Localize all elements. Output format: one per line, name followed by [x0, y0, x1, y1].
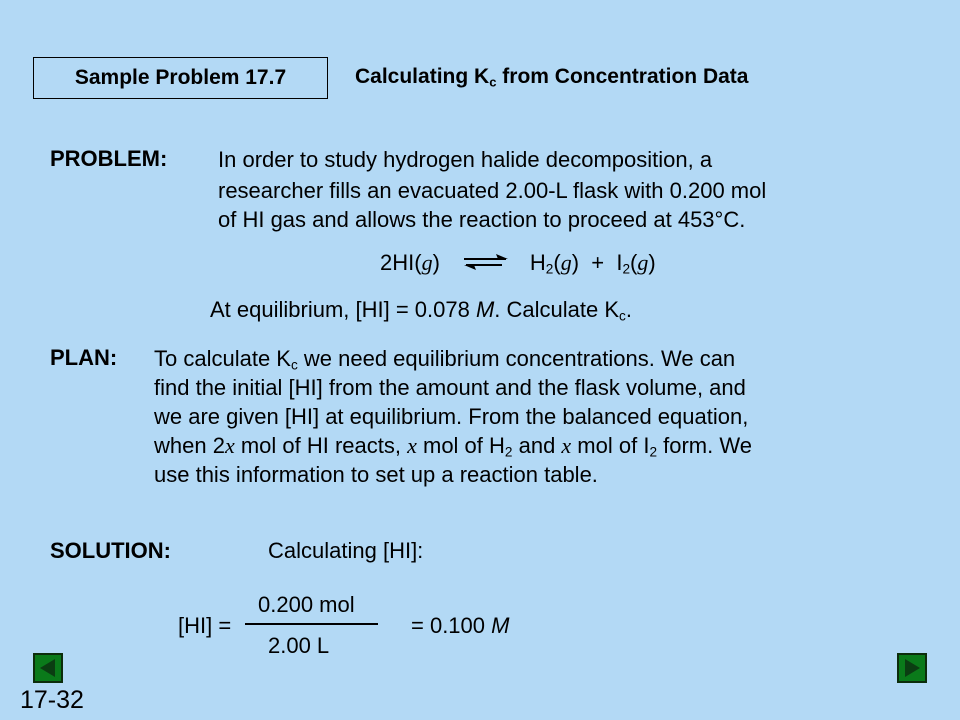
equilibrium-statement: At equilibrium, [HI] = 0.078 M. Calculate $K_c$.	[210, 297, 632, 324]
plan-text-line: find the initial [HI] from the amount and the flask volume, and	[154, 375, 746, 400]
plan-text	[154, 344, 752, 489]
fraction-denominator: 2.00 L	[268, 633, 330, 658]
slide-number: 17-32	[20, 686, 84, 714]
sample-problem-label: Sample Problem 17.7	[33, 57, 328, 99]
problem-label: PROBLEM:	[50, 146, 168, 171]
problem-text-line: In order to study hydrogen halide decomposition, a	[218, 147, 713, 172]
previous-slide-button[interactable]	[33, 653, 63, 683]
fraction-numerator: 0.200 mol	[258, 592, 355, 617]
plan-text-line: we are given [HI] at equilibrium. From the balanced equation,	[154, 404, 749, 429]
solution-text: Calculating [HI]:	[268, 538, 424, 563]
triangle-right-icon	[899, 655, 925, 681]
hi-label: [HI] =	[178, 613, 232, 638]
problem-text-line: researcher fills an evacuated 2.00-L flask with 0.200 mol	[218, 178, 767, 203]
plan-text-line: To calculate $K_c$ we need equilibrium concentrations. We can	[154, 346, 736, 373]
solution-label: SOLUTION:	[50, 538, 171, 563]
next-slide-button[interactable]	[897, 653, 927, 683]
result: = 0.100 M	[411, 613, 510, 638]
plan-label: PLAN:	[50, 345, 118, 370]
problem-text-line: of HI gas and allows the reaction to proceed at 453°C.	[218, 207, 746, 232]
triangle-left-icon	[35, 655, 61, 681]
page-title: Calculating $K_c$ from Concentration Data	[355, 65, 749, 90]
fraction-bar	[245, 623, 378, 625]
plan-text-line: when 2x mol of HI reacts, x mol of $H_2$ and x mol of $I_2$ form. We	[154, 433, 752, 460]
plan-text-line: use this information to set up a reaction table.	[154, 462, 598, 487]
chemical-equation: 2HI(g) $H_2(g) + I_2(g)$	[380, 250, 656, 277]
equilibrium-arrows-icon	[462, 251, 510, 273]
